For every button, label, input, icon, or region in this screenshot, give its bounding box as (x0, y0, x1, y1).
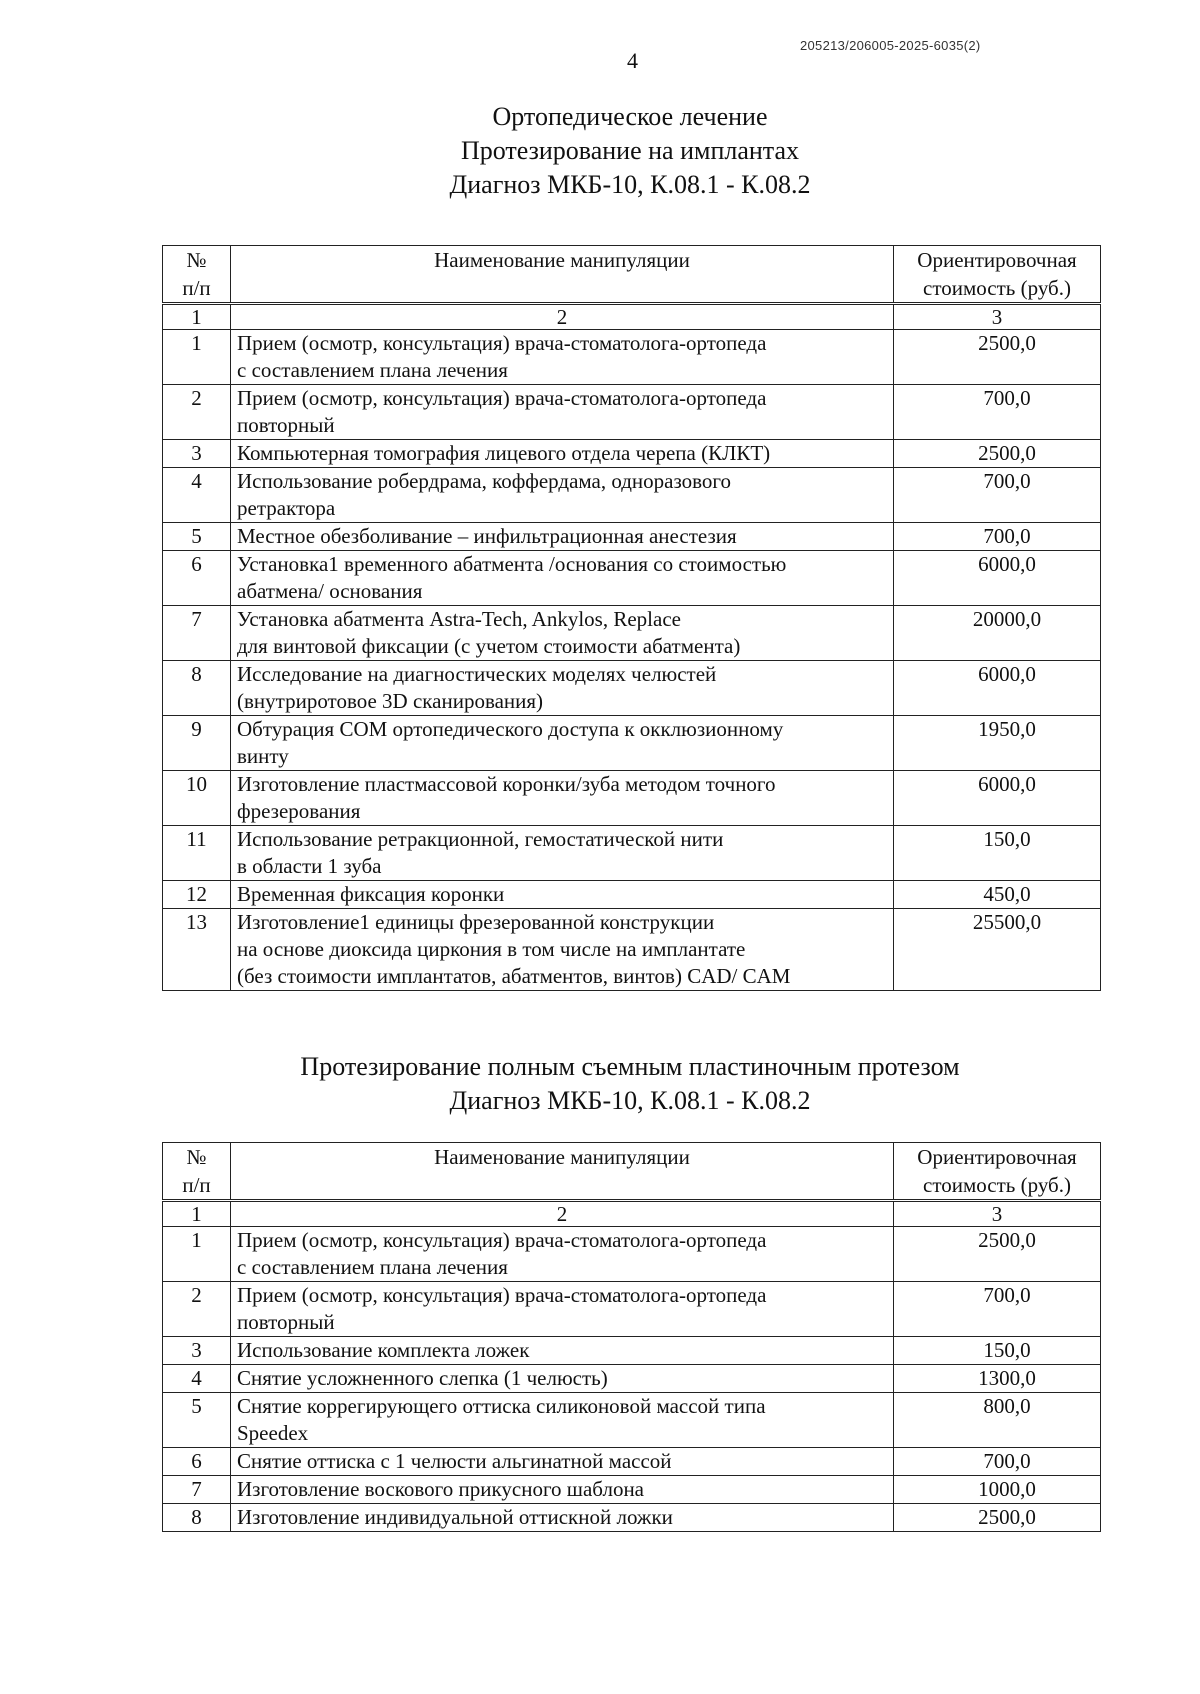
header-cost-line2: стоимость (руб.) (923, 276, 1071, 300)
table-row (163, 1282, 1101, 1337)
procedure-cost: 150,0 (983, 1338, 1031, 1362)
procedure-name (231, 468, 894, 523)
header-cost-line1: Ориентировочная (917, 248, 1077, 272)
procedure-name-line: с составлением плана лечения (237, 1255, 508, 1279)
row-number: 5 (163, 523, 231, 551)
header-cost (894, 1143, 1101, 1201)
procedure-cost-cell (894, 1227, 1101, 1282)
column-index: 1 (163, 304, 231, 330)
table-row (163, 909, 1101, 991)
procedure-cost-cell (894, 606, 1101, 661)
procedure-name-line: Изготовление пластмассовой коронки/зуба методом точного (237, 772, 776, 796)
column-index: 2 (231, 304, 894, 330)
table-row (163, 551, 1101, 606)
procedure-name (231, 1282, 894, 1337)
table-row (163, 440, 1101, 468)
header-name-label: Наименование манипуляции (434, 248, 690, 272)
procedure-name-line: Использование робердрама, коффердама, одноразового (237, 469, 732, 493)
procedure-name (231, 1337, 894, 1365)
document-id: 205213/206005-2025-6035(2) (800, 38, 981, 53)
procedure-name-line: Местное обезболивание – инфильтрационная анестезия (237, 524, 737, 548)
procedure-name (231, 1448, 894, 1476)
table-row (163, 606, 1101, 661)
header-num-symbol: № (186, 248, 207, 272)
procedure-name-line: Снятие оттиска с 1 челюсти альгинатной массой (237, 1449, 672, 1473)
procedure-name-line: Прием (осмотр, консультация) врача-стоматолога-ортопеда (237, 331, 767, 355)
procedure-cost: 6000,0 (978, 772, 1036, 796)
table-row (163, 330, 1101, 385)
procedure-cost-cell (894, 716, 1101, 771)
procedure-cost-cell (894, 1476, 1101, 1504)
column-index: 3 (894, 1201, 1101, 1227)
procedure-name-line: для винтовой фиксации (с учетом стоимости абатмента) (237, 634, 741, 658)
section1-title (0, 100, 1200, 202)
table-row (163, 1448, 1101, 1476)
procedure-cost-cell (894, 551, 1101, 606)
procedure-cost-cell (894, 661, 1101, 716)
procedure-cost: 6000,0 (978, 552, 1036, 576)
table-row (163, 826, 1101, 881)
procedure-name-line: Изготовление1 единицы фрезерованной конструкции (237, 910, 715, 934)
table-row (163, 1504, 1101, 1532)
procedure-name-line: фрезерования (237, 799, 361, 823)
procedure-cost: 2500,0 (978, 1505, 1036, 1529)
row-number: 2 (163, 385, 231, 440)
row-number: 12 (163, 881, 231, 909)
header-num (163, 246, 231, 304)
procedure-cost-cell (894, 909, 1101, 991)
procedure-name-line: повторный (237, 1310, 335, 1334)
procedure-cost: 450,0 (983, 882, 1031, 906)
table-row (163, 523, 1101, 551)
row-number: 7 (163, 606, 231, 661)
table-row (163, 771, 1101, 826)
column-index: 2 (231, 1201, 894, 1227)
procedure-cost-cell (894, 1365, 1101, 1393)
procedure-name-line: с составлением плана лечения (237, 358, 508, 382)
procedure-cost-cell (894, 1393, 1101, 1448)
procedure-name (231, 606, 894, 661)
procedure-name-line: Исследование на диагностических моделях челюстей (237, 662, 717, 686)
procedure-cost-cell (894, 881, 1101, 909)
procedure-name (231, 771, 894, 826)
procedure-name (231, 1227, 894, 1282)
procedure-cost: 2500,0 (978, 1228, 1036, 1252)
table-row (163, 468, 1101, 523)
procedure-name-line: в области 1 зуба (237, 854, 382, 878)
procedure-cost-cell (894, 523, 1101, 551)
row-number: 10 (163, 771, 231, 826)
header-cost (894, 246, 1101, 304)
table-row (163, 1365, 1101, 1393)
procedure-cost-cell (894, 826, 1101, 881)
table-row (163, 1227, 1101, 1282)
procedure-cost: 25500,0 (972, 910, 1042, 934)
section2-title (0, 1050, 1200, 1118)
procedure-name (231, 661, 894, 716)
header-name-label: Наименование манипуляции (434, 1145, 690, 1169)
procedure-name-line: Изготовление воскового прикусного шаблона (237, 1477, 644, 1501)
procedure-name-line: Обтурация СОМ ортопедического доступа к окклюзионному (237, 717, 784, 741)
procedure-cost: 6000,0 (978, 662, 1036, 686)
procedure-name (231, 1504, 894, 1532)
procedure-cost: 700,0 (983, 1449, 1031, 1473)
procedure-name-line: (без стоимости имплантатов, абатментов, винтов) CAD/ CAM (237, 964, 791, 988)
procedure-name (231, 716, 894, 771)
header-name (231, 246, 894, 304)
procedure-name-line: Прием (осмотр, консультация) врача-стоматолога-ортопеда (237, 386, 767, 410)
procedure-cost: 150,0 (983, 827, 1031, 851)
column-index: 1 (163, 1201, 231, 1227)
procedure-name (231, 523, 894, 551)
procedure-cost-cell (894, 385, 1101, 440)
table-row (163, 1337, 1101, 1365)
header-cost-line2: стоимость (руб.) (923, 1173, 1071, 1197)
procedure-cost: 700,0 (983, 1283, 1031, 1307)
prices-table-implants (162, 245, 1101, 991)
page-number: 4 (627, 48, 638, 73)
procedure-name (231, 1476, 894, 1504)
header-cost-line1: Ориентировочная (917, 1145, 1077, 1169)
row-number: 6 (163, 551, 231, 606)
procedure-name-line: Снятие усложненного слепка (1 челюсть) (237, 1366, 608, 1390)
table-row (163, 1393, 1101, 1448)
procedure-name-line: Временная фиксация коронки (237, 882, 505, 906)
procedure-cost-cell (894, 468, 1101, 523)
procedure-name-line: Использование комплекта ложек (237, 1338, 530, 1362)
procedure-cost: 20000,0 (972, 607, 1042, 631)
procedure-cost-cell (894, 1448, 1101, 1476)
procedure-name (231, 440, 894, 468)
procedure-name-line: Установка1 временного абатмента /основания со стоимостью (237, 552, 787, 576)
procedure-name-line: Speedex (237, 1421, 309, 1445)
row-number: 13 (163, 909, 231, 991)
procedure-cost: 2500,0 (978, 441, 1036, 465)
row-number: 9 (163, 716, 231, 771)
procedure-name-line: Использование ретракционной, гемостатической нити (237, 827, 724, 851)
procedure-name (231, 1365, 894, 1393)
procedure-name (231, 909, 894, 991)
procedure-name-line: на основе диоксида циркония в том числе на имплантате (237, 937, 746, 961)
procedure-name (231, 385, 894, 440)
row-number: 8 (163, 661, 231, 716)
section1-title-line: Диагноз МКБ-10, К.08.1 - К.08.2 (449, 170, 811, 199)
procedure-name (231, 881, 894, 909)
procedure-cost-cell (894, 1282, 1101, 1337)
table-row (163, 716, 1101, 771)
header-num (163, 1143, 231, 1201)
procedure-cost: 700,0 (983, 469, 1031, 493)
row-number: 8 (163, 1504, 231, 1532)
procedure-cost-cell (894, 1504, 1101, 1532)
row-number: 4 (163, 1365, 231, 1393)
section2-title-line: Диагноз МКБ-10, К.08.1 - К.08.2 (449, 1086, 811, 1115)
procedure-cost: 700,0 (983, 524, 1031, 548)
procedure-name (231, 551, 894, 606)
row-number: 3 (163, 440, 231, 468)
procedure-cost-cell (894, 330, 1101, 385)
procedure-name-line: Прием (осмотр, консультация) врача-стоматолога-ортопеда (237, 1283, 767, 1307)
row-number: 1 (163, 1227, 231, 1282)
row-number: 1 (163, 330, 231, 385)
table-row (163, 385, 1101, 440)
procedure-name (231, 1393, 894, 1448)
column-index-row (163, 304, 1101, 330)
procedure-name-line: Снятие коррегирующего оттиска силиконовой массой типа (237, 1394, 766, 1418)
section1-title-line: Протезирование на имплантах (460, 136, 800, 165)
procedure-cost: 1300,0 (978, 1366, 1036, 1390)
table-row (163, 661, 1101, 716)
procedure-name-line: ретрактора (237, 496, 336, 520)
column-index-row (163, 1201, 1101, 1227)
row-number: 11 (163, 826, 231, 881)
procedure-name (231, 826, 894, 881)
section2-title-line: Протезирование полным съемным пластиночным протезом (300, 1052, 960, 1081)
header-num-abbr: п/п (182, 276, 211, 300)
procedure-cost-cell (894, 1337, 1101, 1365)
procedure-name-line: (внутриротовое 3D сканирования) (237, 689, 544, 713)
table-row (163, 881, 1101, 909)
procedure-name-line: Установка абатмента Astra-Tech, Ankylos, Replace (237, 607, 681, 631)
procedure-cost: 800,0 (983, 1394, 1031, 1418)
procedure-cost: 2500,0 (978, 331, 1036, 355)
procedure-cost: 1950,0 (978, 717, 1036, 741)
header-num-symbol: № (186, 1145, 207, 1169)
procedure-cost-cell (894, 440, 1101, 468)
column-index: 3 (894, 304, 1101, 330)
procedure-name-line: абатмена/ основания (237, 579, 423, 603)
procedure-name-line: винту (237, 744, 289, 768)
header-name (231, 1143, 894, 1201)
header-num-abbr: п/п (182, 1173, 211, 1197)
procedure-cost: 700,0 (983, 386, 1031, 410)
procedure-name-line: Компьютерная томография лицевого отдела черепа (КЛКТ) (237, 441, 771, 465)
row-number: 4 (163, 468, 231, 523)
procedure-cost-cell (894, 771, 1101, 826)
section1-title-line: Ортопедическое лечение (492, 102, 768, 131)
row-number: 6 (163, 1448, 231, 1476)
table-header-row (163, 1143, 1101, 1201)
row-number: 7 (163, 1476, 231, 1504)
procedure-name (231, 330, 894, 385)
procedure-cost: 1000,0 (978, 1477, 1036, 1501)
row-number: 5 (163, 1393, 231, 1448)
procedure-name-line: повторный (237, 413, 335, 437)
procedure-name-line: Изготовление индивидуальной оттискной ложки (237, 1505, 673, 1529)
row-number: 3 (163, 1337, 231, 1365)
table-row (163, 1476, 1101, 1504)
row-number: 2 (163, 1282, 231, 1337)
prices-table-removable-dentures (162, 1142, 1101, 1532)
table-header-row (163, 246, 1101, 304)
procedure-name-line: Прием (осмотр, консультация) врача-стоматолога-ортопеда (237, 1228, 767, 1252)
